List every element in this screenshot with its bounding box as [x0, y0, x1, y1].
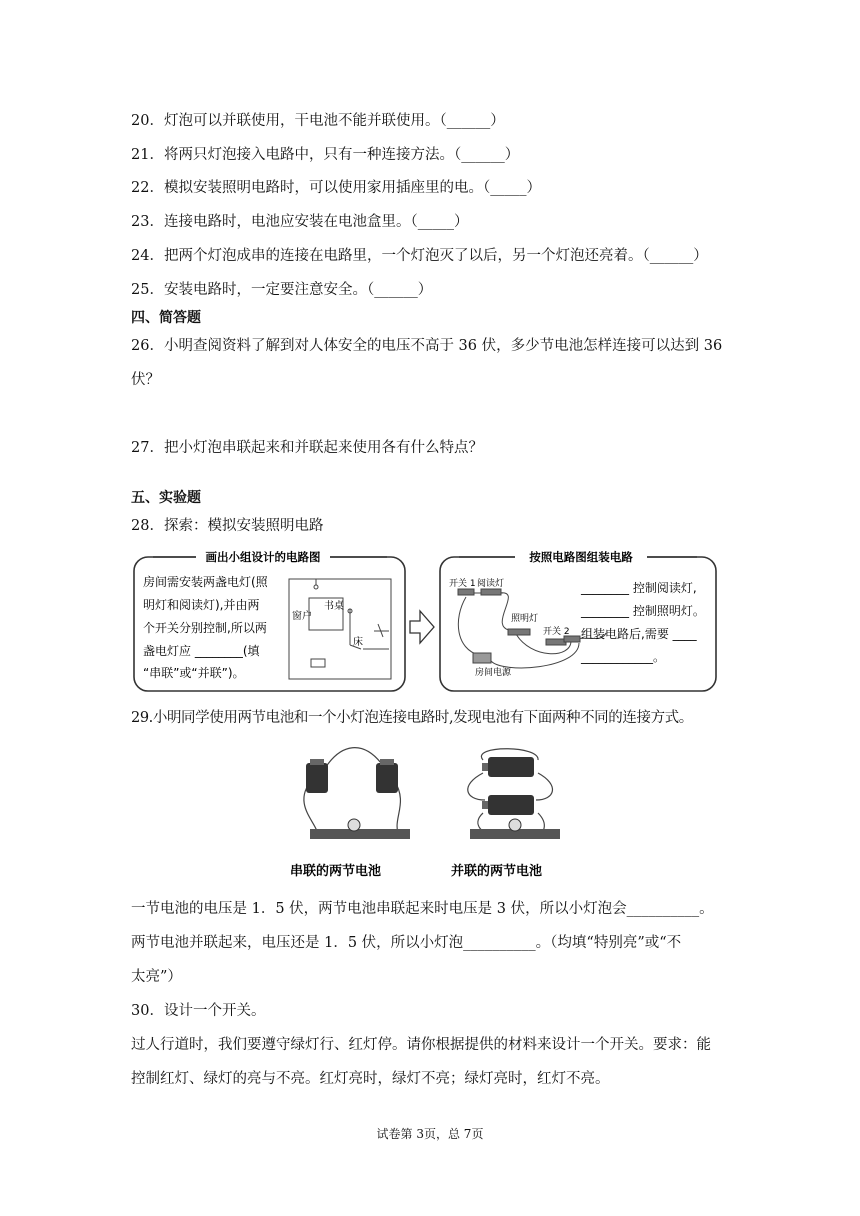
battery-icon [306, 763, 328, 793]
label-window: 窗户 [292, 611, 312, 622]
series-battery-circuit [304, 748, 410, 839]
question-20: 20．灯泡可以并联使用，干电池不能并联使用。（______） [131, 113, 505, 129]
question-26-line2: 伏？ [131, 372, 160, 388]
right-text-line-3: 组装电路后,需要 ____ [581, 627, 697, 641]
left-text-line-2: 明灯和阅读灯),并由两 [143, 598, 260, 612]
battery-icon [488, 795, 534, 815]
question-30-text-1: 过人行道时，我们要遵守绿灯行、红灯停。请你根据提供的材料来设计一个开关。要求：能 [131, 1037, 711, 1053]
label-switch-1: 开关 1 [449, 579, 476, 589]
arrow-right-icon [410, 611, 434, 643]
caption-series: 串联的两节电池 [290, 864, 382, 879]
question-29-text-1: 一节电池的电压是 1．5 伏，两节电池串联起来时电压是 3 伏，所以小灯泡会__________。 [131, 901, 714, 917]
left-text-line-1: 房间需安装两盏电灯(照 [143, 575, 268, 589]
page-footer: 试卷第 3页，总 7页 [376, 1127, 484, 1141]
question-27: 27．把小灯泡串联起来和并联起来使用各有什么特点？ [131, 440, 483, 456]
question-22: 22．模拟安装照明电路时，可以使用家用插座里的电。（_____） [131, 180, 541, 196]
left-text-line-4: 盏电灯应 ________(填 [143, 644, 260, 658]
right-text-line-1: ________ 控制阅读灯, [581, 581, 697, 595]
question-29-text-2: 两节电池并联起来，电压还是 1．5 伏，所以小灯泡__________。（均填“特别亮”或“不 [131, 935, 682, 951]
question-28: 28．探索：模拟安装照明电路 [131, 518, 324, 534]
label-bed: 床 [353, 637, 363, 648]
parallel-battery-circuit [468, 749, 560, 839]
question-21: 21．将两只灯泡接入电路中，只有一种连接方法。（______） [131, 147, 520, 163]
bulb-icon [509, 819, 521, 831]
question-23: 23．连接电路时，电池应安装在电池盒里。（_____） [131, 214, 469, 230]
battery-icon [488, 757, 534, 777]
left-panel-title: 画出小组设计的电路图 [205, 550, 321, 564]
left-text-line-5: “串联”或“并联”)。 [143, 666, 245, 680]
section-heading-5: 五、实验题 [131, 490, 201, 506]
question-26-line1: 26．小明查阅资料了解到对人体安全的电压不高于 36 伏，多少节电池怎样连接可以达到 36 [131, 338, 723, 354]
question-29-text-3: 太亮”） [131, 969, 182, 985]
lighting-circuit-figure [131, 549, 721, 695]
label-switch-2: 开关 2 [543, 627, 570, 637]
question-25: 25．安装电路时，一定要注意安全。（______） [131, 282, 433, 298]
right-panel-title: 按照电路图组装电路 [529, 550, 633, 564]
label-room-power: 房间电源 [475, 668, 512, 678]
question-24: 24．把两个灯泡成串的连接在电路里，一个灯泡灭了以后，另一个灯泡还亮着。（______） [131, 248, 708, 264]
right-text-line-4: ____________。 [581, 650, 666, 664]
bulb-base [310, 829, 410, 839]
left-text-line-3: 个开关分别控制,所以两 [143, 621, 267, 635]
label-reading-lamp: 阅读灯 [477, 579, 505, 589]
caption-parallel: 并联的两节电池 [451, 864, 543, 879]
question-30-text-2: 控制红灯、绿灯的亮与不亮。红灯亮时，绿灯不亮；绿灯亮时，红灯不亮。 [131, 1071, 610, 1087]
section-heading-4: 四、简答题 [131, 310, 201, 326]
question-30: 30．设计一个开关。 [131, 1003, 266, 1019]
right-text-line-2: ________ 控制照明灯。 [581, 604, 705, 618]
label-desk: 书桌 [324, 601, 344, 612]
battery-icon [376, 763, 398, 793]
label-lighting-lamp: 照明灯 [511, 614, 539, 624]
question-29: 29.小明同学使用两节电池和一个小灯泡连接电路时,发现电池有下面两种不同的连接方式。 [131, 710, 693, 726]
battery-connection-figure [280, 745, 580, 885]
bulb-icon [348, 819, 360, 831]
